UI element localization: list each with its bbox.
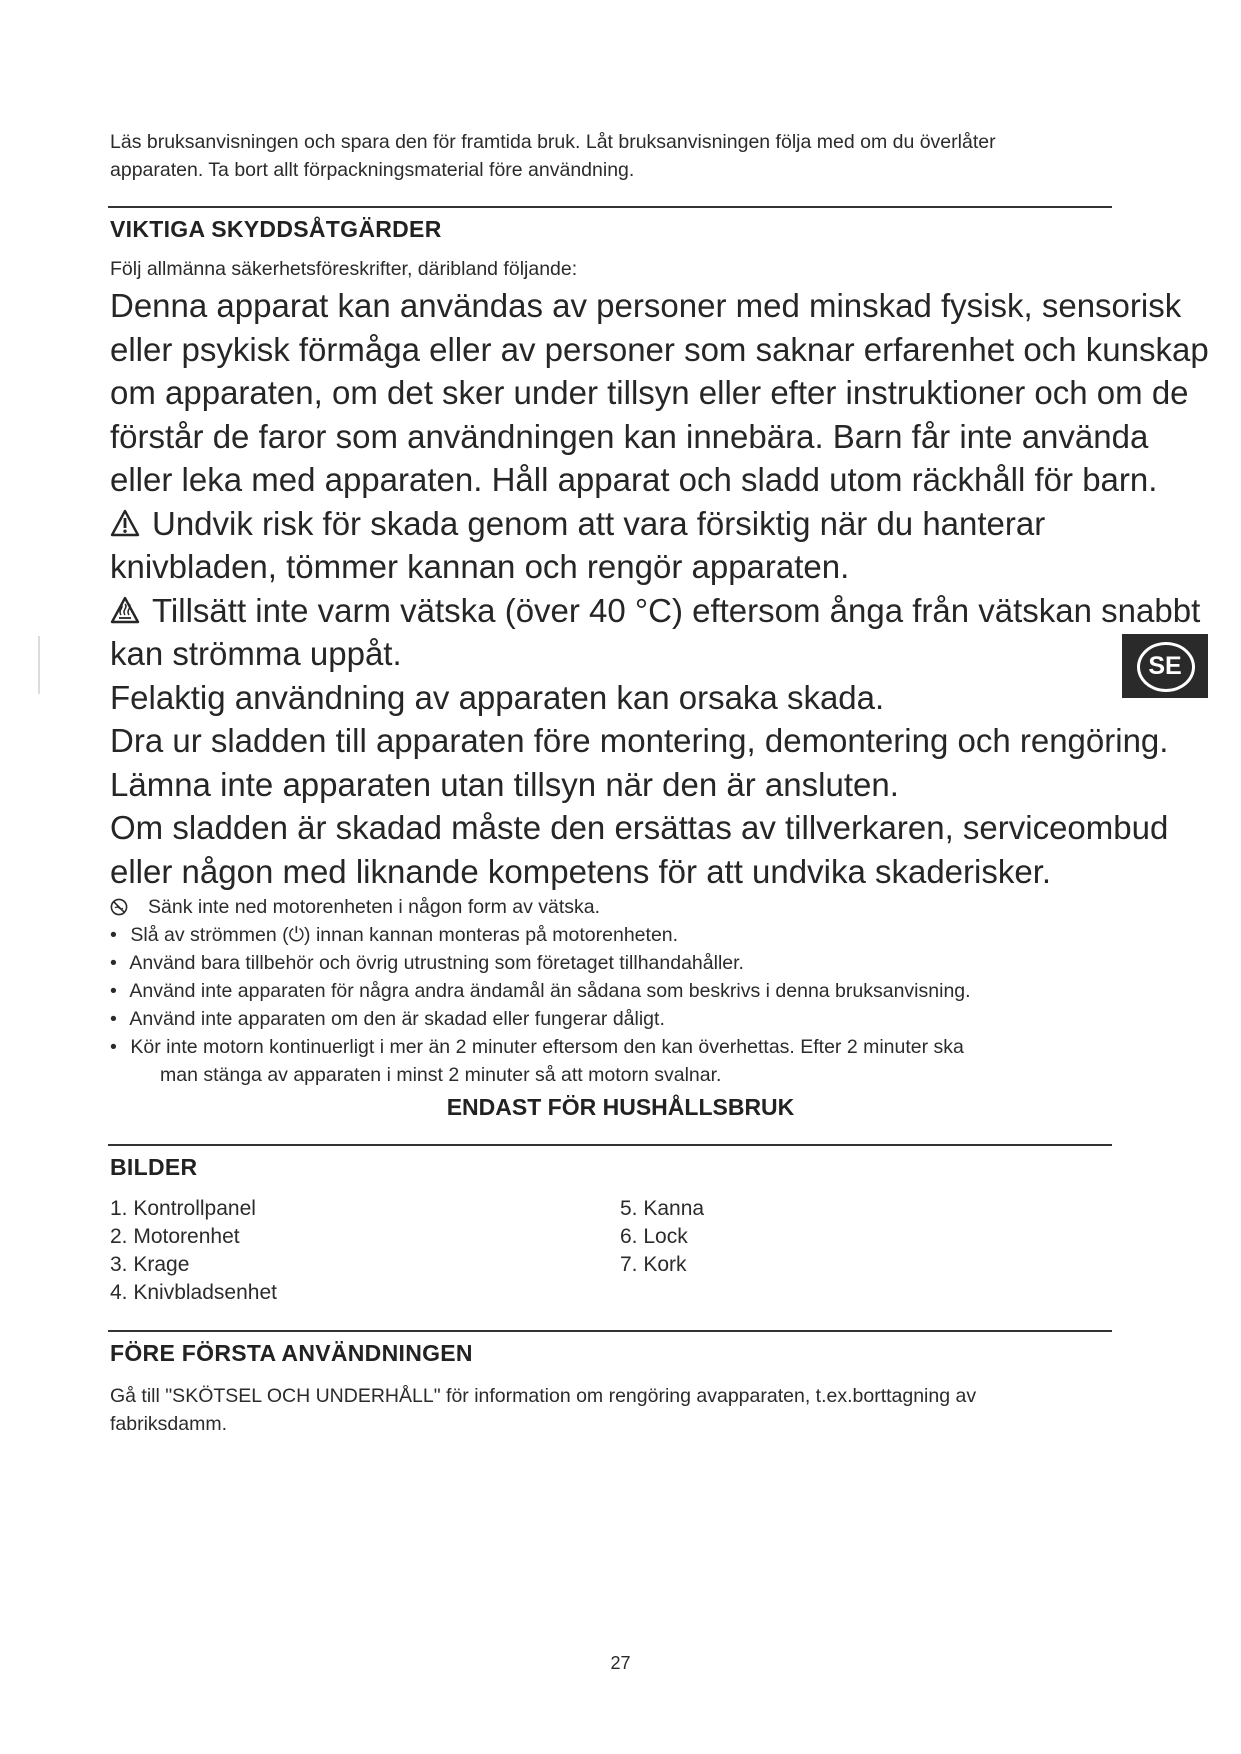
language-badge-label: SE — [1148, 652, 1182, 680]
part-item: 5. Kanna — [620, 1197, 705, 1220]
safety-line: kan strömma uppåt. — [110, 635, 402, 672]
safety-line: om apparaten, om det sker under tillsyn eller efter instruktioner och om de — [110, 374, 1189, 411]
first-use-text — [110, 1382, 1110, 1438]
part-item: 3. Krage — [110, 1253, 190, 1276]
part-item: 2. Motorenhet — [110, 1225, 240, 1248]
warning-triangle-icon — [110, 509, 140, 537]
warning-hot-line — [110, 589, 1201, 633]
parts-list-left — [110, 1195, 550, 1307]
page-number: 27 — [610, 1653, 631, 1673]
bullet-text: Använd bara tillbehör och övrig utrustning som företaget tillhandahåller. — [129, 952, 744, 974]
safety-line: Felaktig användning av apparaten kan orsaka skada. — [110, 678, 885, 716]
part-item: 7. Kork — [620, 1253, 687, 1276]
no-immerse-text: Sänk inte ned motorenheten i någon form av vätska. — [148, 896, 601, 918]
safety-large-text — [110, 284, 1209, 893]
household-use-notice: ENDAST FÖR HUSHÅLLSBRUK — [446, 1094, 795, 1120]
safety-line: Dra ur sladden till apparaten före montering, demontering och rengöring. — [110, 722, 1169, 759]
bullet-text: Använd inte apparaten om den är skadad eller fungerar dåligt. — [129, 1008, 665, 1030]
bullet-item — [110, 921, 1110, 949]
section-divider — [108, 206, 1112, 208]
bullet-item — [110, 949, 1110, 977]
bullet-symbol: • — [110, 980, 117, 1002]
part-item: 4. Knivbladsenhet — [110, 1281, 277, 1304]
part-item: 6. Lock — [620, 1225, 688, 1248]
safety-line: knivbladen, tömmer kannan och rengör apparaten. — [110, 548, 850, 585]
bullet-text: Använd inte apparaten för några andra ändamål än sådana som beskrivs i denna bruksanvisning. — [129, 980, 971, 1002]
bullet-item — [110, 977, 1110, 1005]
safety-bullet-list — [110, 893, 1110, 1089]
safety-line: Lämna inte apparaten utan tillsyn när den är ansluten. — [110, 765, 899, 803]
bullet-text: Slå av strömmen (⏻) innan kannan monteras på motorenheten. — [130, 924, 679, 946]
safety-heading: VIKTIGA SKYDDSÅTGÄRDER — [110, 216, 442, 242]
bullet-symbol: • — [110, 952, 117, 974]
bullet-item — [110, 1033, 1110, 1061]
section-divider — [108, 1144, 1112, 1146]
parts-list-right — [620, 1195, 1020, 1279]
images-heading: BILDER — [110, 1154, 198, 1180]
safety-line: eller leka med apparaten. Håll apparat och sladd utom räckhåll för barn. — [110, 461, 1158, 498]
safety-line: eller någon med liknande kompetens för att undvika skaderisker. — [110, 852, 1052, 890]
first-use-line: Gå till "SKÖTSEL OCH UNDERHÅLL" för information om rengöring avapparaten, t.ex.borttagning av — [110, 1385, 977, 1407]
bullet-symbol: • — [110, 1008, 117, 1030]
part-item: 1. Kontrollpanel — [110, 1197, 256, 1220]
bullet-continuation: man stänga av apparaten i minst 2 minuter så att motorn svalnar. — [160, 1064, 722, 1086]
intro-line: apparaten. Ta bort allt förpackningsmaterial före användning. — [110, 159, 635, 181]
first-use-heading: FÖRE FÖRSTA ANVÄNDNINGEN — [110, 1340, 473, 1366]
bullet-item — [110, 1005, 1110, 1033]
section-divider — [108, 1330, 1112, 1332]
warning-blade-text: Undvik risk för skada genom att vara försiktig när du hanterar — [152, 504, 1046, 542]
safety-line: förstår de faror som användningen kan innebära. Barn får inte använda — [110, 417, 1149, 455]
intro-line: Läs bruksanvisningen och spara den för framtida bruk. Låt bruksanvisningen följa med om du överlåter — [110, 131, 996, 153]
margin-mark — [38, 636, 40, 694]
warning-blade-line — [110, 502, 1170, 546]
bullet-symbol: • — [110, 1036, 117, 1058]
no-immerse-icon — [110, 898, 128, 916]
safety-line: Om sladden är skadad måste den ersättas av tillverkaren, serviceombud — [110, 809, 1169, 846]
first-use-line: fabriksdamm. — [110, 1413, 228, 1435]
safety-line: Denna apparat kan användas av personer med minskad fysisk, sensorisk — [110, 287, 1182, 324]
intro-paragraph — [110, 128, 1110, 184]
language-badge — [1122, 634, 1208, 698]
no-immerse-item — [110, 893, 1110, 921]
safety-line: eller psykisk förmåga eller av personer som saknar erfarenhet och kunskap — [110, 330, 1209, 368]
warning-hot-text: Tillsätt inte varm vätska (över 40 °C) eftersom ånga från vätskan snabbt — [152, 591, 1201, 629]
bullet-symbol: • — [110, 924, 117, 946]
safety-subheading: Följ allmänna säkerhetsföreskrifter, däribland följande: — [110, 258, 578, 280]
hot-surface-warning-icon — [110, 596, 140, 624]
bullet-text: Kör inte motorn kontinuerligt i mer än 2 minuter eftersom den kan överhettas. Efter 2 minuter ska — [130, 1036, 964, 1058]
